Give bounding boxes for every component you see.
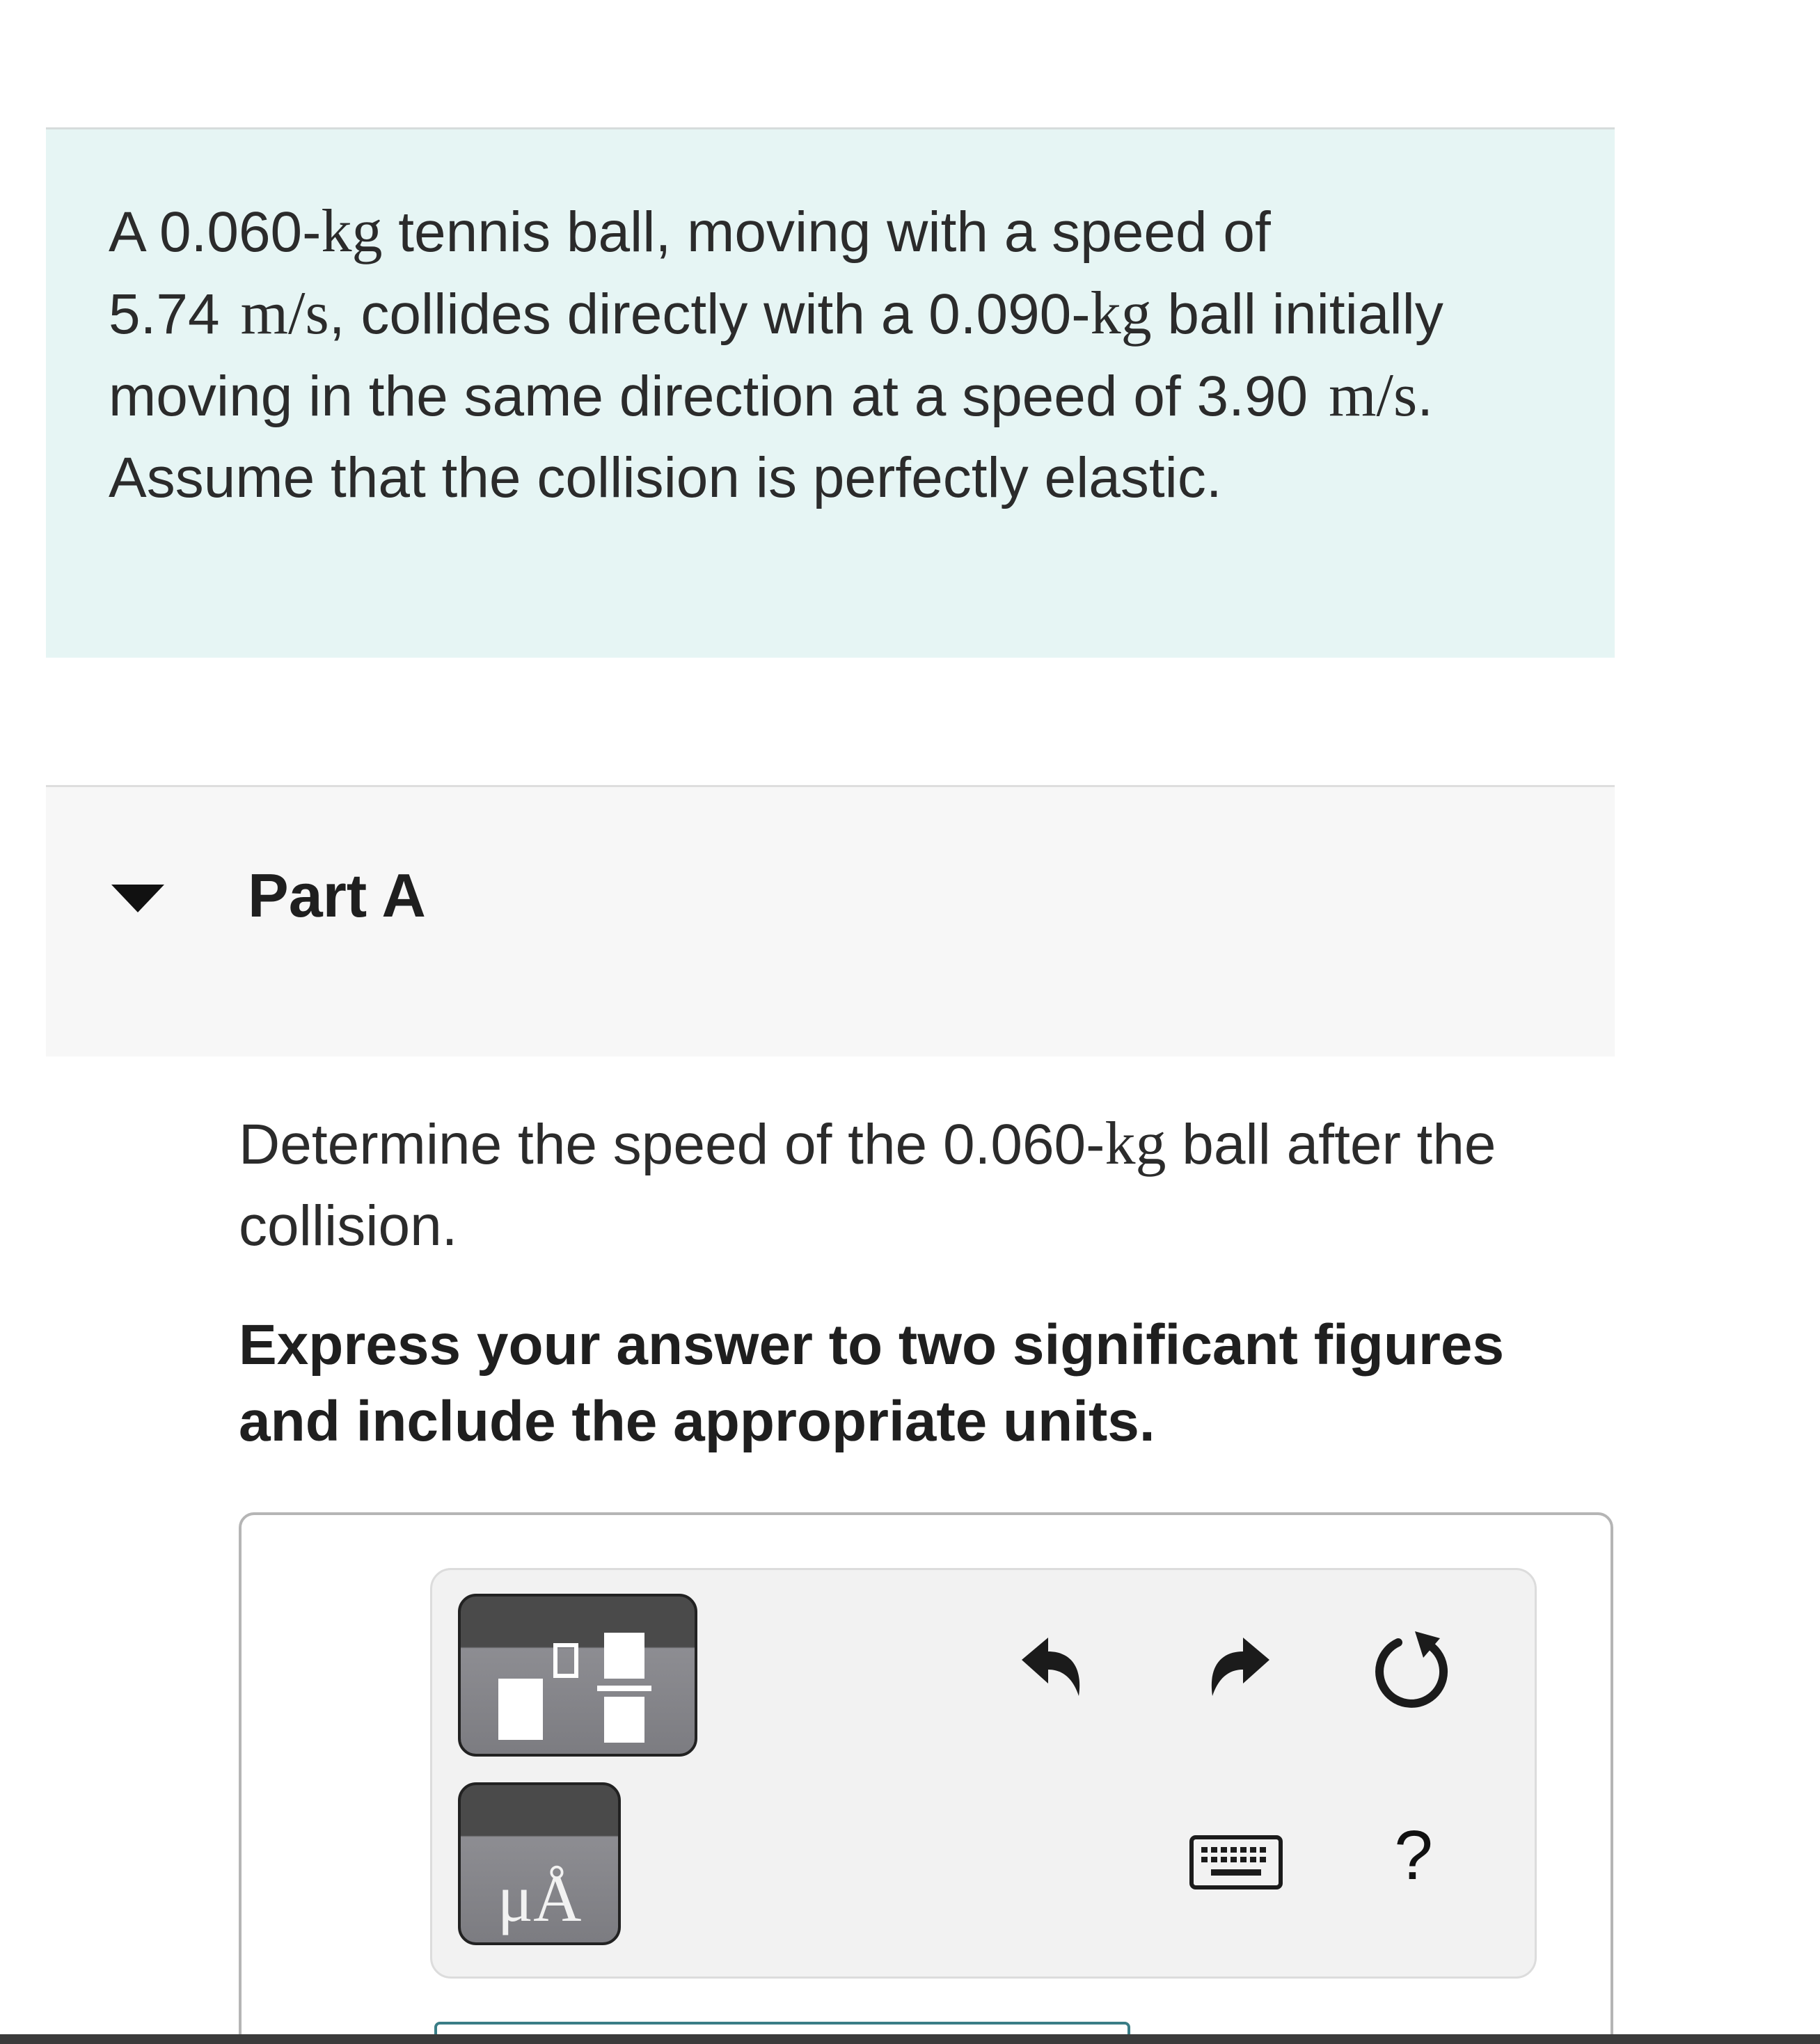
problem-text-part: ball initially moving in the same direction at a speed of [109, 283, 1443, 428]
units-label: μÅ [497, 1861, 582, 1935]
question-text-part: ball after the collision. [239, 1113, 1496, 1258]
fraction-templates-icon [461, 1597, 695, 1754]
unit-kg: kg [1105, 1110, 1166, 1178]
units-button[interactable] [458, 1782, 621, 1945]
templates-button[interactable] [458, 1594, 697, 1757]
keyboard-icon [1189, 1835, 1283, 1890]
problem-text-part: A 0.060- [109, 200, 322, 264]
undo-arrow-icon [1013, 1629, 1090, 1706]
part-title: Part A [248, 861, 426, 930]
part-a-header[interactable] [46, 785, 1615, 1056]
question-text [239, 1103, 1589, 1267]
answer-box [239, 1512, 1613, 2044]
problem-statement [46, 127, 1615, 658]
question-text-part: Determine the speed of the 0.060- [239, 1113, 1105, 1176]
unit-kg: kg [1090, 280, 1152, 347]
problem-text-part: . Assume that the collision is perfectly elastic. [109, 365, 1434, 509]
speed-value-2: 3.90 [1196, 365, 1308, 428]
problem-text-part: , collides directly with a 0.090- [329, 283, 1091, 346]
answer-instruction: Express your answer to two significant figures and include the appropriate units. [239, 1313, 1505, 1453]
collapse-triangle-icon[interactable] [111, 885, 164, 912]
redo-arrow-icon [1201, 1629, 1278, 1706]
problem-text-part: tennis ball, moving with a speed of [382, 200, 1271, 264]
unit-mps: m/s [240, 280, 329, 347]
bottom-bar [0, 2034, 1820, 2044]
math-toolbar [430, 1568, 1537, 1979]
keyboard-button[interactable] [1187, 1821, 1285, 1904]
redo-button[interactable] [1198, 1626, 1281, 1709]
undo-button[interactable] [1010, 1626, 1093, 1709]
reset-button[interactable] [1372, 1629, 1455, 1712]
speed-value-1: 5.74 [109, 283, 220, 346]
help-button[interactable]: ? [1394, 1816, 1433, 1894]
reset-circular-arrow-icon [1372, 1629, 1455, 1712]
problem-text [109, 191, 1577, 518]
unit-mps: m/s [1329, 362, 1418, 429]
unit-kg: kg [321, 198, 383, 265]
